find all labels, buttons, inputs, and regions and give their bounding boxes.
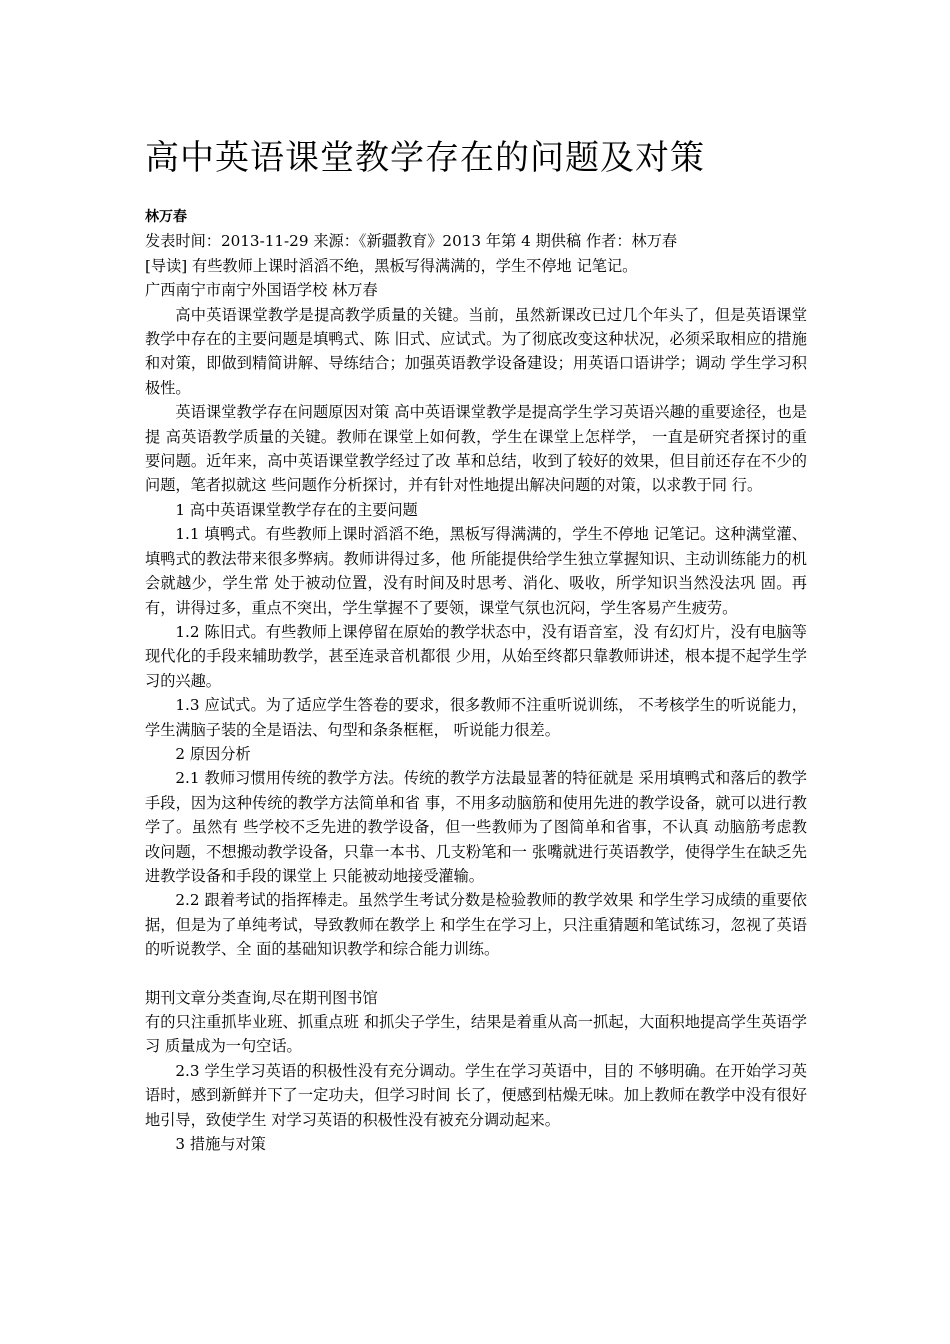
section-heading: 2 原因分析	[175, 744, 251, 763]
body-paragraph: 1.2 陈旧式。有些教师上课停留在原始的教学状态中，没有语音室，没 有幻灯片，没有电脑等现代化的手段来辅助教学，甚至连录音机都很 少用，从始至终都只靠教师讲述，根本提不起学生学习的兴趣。	[145, 622, 807, 690]
body-paragraph: 2.3 学生学习英语的积极性没有充分调动。学生在学习英语中，目的 不够明确。在开始学习英语时，感到新鲜并下了一定功夫，但学习时间 长了，便感到枯燥无味。加上教师在教学中没有很好地引导，致使学生 对学习英语的积极性没有被充分调动起来。	[145, 1061, 807, 1129]
body-paragraph: 有的只注重抓毕业班、抓重点班 和抓尖子学生，结果是着重从高一抓起，大面积地提高学生英语学习 质量成为一句空话。	[145, 1013, 807, 1056]
lead-summary: [导读] 有些教师上课时滔滔不绝，黑板写得满满的，学生不停地 记笔记。	[145, 256, 638, 275]
body-paragraph: 高中英语课堂教学是提高教学质量的关键。当前，虽然新课改已过几个年头了，但是英语课堂教学中存在的主要问题是填鸭式、陈 旧式、应试式。为了彻底改变这种状况，必须采取相应的措施和对策，即做到精简讲解、导练结合；加强英语教学设备建设；用英语口语讲学；调动 学生学习积极性。	[145, 305, 807, 397]
publication-meta: 发表时间：2013-11-29 来源：《新疆教育》2013 年第 4 期供稿 作者：林万春	[145, 232, 678, 251]
author-name: 林万春	[145, 209, 187, 225]
body-paragraph: 英语课堂教学存在问题原因对策 高中英语课堂教学是提高学生学习英语兴趣的重要途径，也是提 高英语教学质量的关键。教师在课堂上如何教，学生在课堂上怎样学， 一直是研究者探讨的重要问题。近年来，高中英语课堂教学经过了改 革和总结，收到了较好的效果，但目前还存在不少的问题，笔者拟就这 些问题作分析探讨，并有针对性地提出解决问题的对策，以求教于同 行。	[145, 403, 807, 495]
document-body	[145, 205, 807, 1156]
journal-note: 期刊文章分类查询,尽在期刊图书馆	[145, 988, 378, 1007]
author-affiliation: 广西南宁市南宁外国语学校 林万春	[145, 281, 378, 300]
body-paragraph: 1.3 应试式。为了适应学生答卷的要求，很多教师不注重听说训练， 不考核学生的听说能力，学生满脑子装的全是语法、句型和条条框框， 听说能力很差。	[145, 696, 807, 739]
section-heading: 3 措施与对策	[175, 1135, 266, 1154]
section-heading: 1 高中英语课堂教学存在的主要问题	[175, 500, 418, 519]
body-paragraph: 1.1 填鸭式。有些教师上课时滔滔不绝，黑板写得满满的，学生不停地 记笔记。这种满堂灌、填鸭式的教法带来很多弊病。教师讲得过多，他 所能提供给学生独立掌握知识、主动训练能力的机会就越少，学生常 处于被动位置，没有时间及时思考、消化、吸收，所学知识当然没法巩 固。再有，讲得过多，重点不突出，学生掌握不了要领，课堂气氛也沉闷，学生客易产生疲劳。	[145, 525, 807, 617]
body-paragraph: 2.2 跟着考试的指挥棒走。虽然学生考试分数是检验教师的教学效果 和学生学习成绩的重要依据，但是为了单纯考试，导致教师在教学上 和学生在学习上，只注重猜题和笔试练习，忽视了英语的听说教学、全 面的基础知识教学和综合能力训练。	[145, 891, 807, 959]
body-paragraph: 2.1 教师习惯用传统的教学方法。传统的教学方法最显著的特征就是 采用填鸭式和落后的教学手段，因为这种传统的教学方法简单和省 事，不用多动脑筋和使用先进的教学设备，就可以进行教学了。虽然有 些学校不乏先进的教学设备，但一些教师为了图简单和省事，不认真 动脑筋考虑教改问题，不想搬动教学设备，只靠一本书、几支粉笔和一 张嘴就进行英语教学，使得学生在缺乏先进教学设备和手段的课堂上 只能被动地接受灌输。	[145, 769, 807, 885]
paragraph-spacer	[145, 962, 807, 986]
document-title: 高中英语课堂教学存在的问题及对策	[145, 138, 705, 178]
